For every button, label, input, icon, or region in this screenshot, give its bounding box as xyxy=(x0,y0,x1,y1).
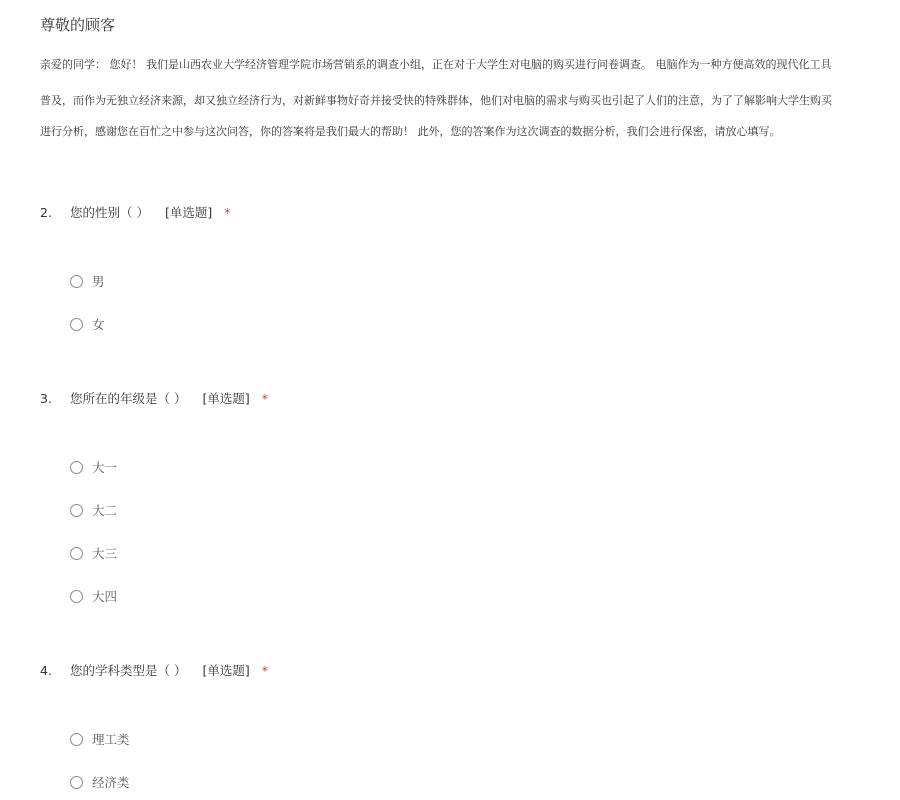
option-label: 大三 xyxy=(92,546,118,561)
radio-unchecked-icon[interactable] xyxy=(70,275,83,288)
intro-line: 进行分析，感谢您在百忙之中参与这次问答，你的答案将是我们最大的帮助！ 此外，您的答案作为这次调查的数据分析，我们会进行保密，请放心填写。 xyxy=(40,125,781,138)
question-title xyxy=(40,389,268,407)
required-marker: * xyxy=(261,663,268,678)
radio-unchecked-icon[interactable] xyxy=(70,590,83,603)
option-label: 女 xyxy=(92,317,105,332)
question-text: 您所在的年级是（ ） xyxy=(70,391,187,406)
option-label: 大二 xyxy=(92,503,118,518)
option-junior[interactable] xyxy=(70,543,117,563)
intro-line: 亲爱的同学： 您好！ 我们是山西农业大学经济管理学院市场营销系的调查小组，正在对于大学生对电脑的购买进行问卷调查。 电脑作为一种方便高效的现代化工具 xyxy=(40,58,832,71)
option-senior[interactable] xyxy=(70,586,117,606)
option-label: 男 xyxy=(92,274,105,289)
question-type: [单选题] xyxy=(164,205,213,220)
option-economics[interactable] xyxy=(70,772,130,792)
option-sophomore[interactable] xyxy=(70,500,117,520)
radio-unchecked-icon[interactable] xyxy=(70,504,83,517)
radio-unchecked-icon[interactable] xyxy=(70,461,83,474)
question-title xyxy=(40,661,268,679)
page-title: 尊敬的顾客 xyxy=(40,16,116,34)
question-text: 您的学科类型是（ ） xyxy=(70,663,187,678)
question-number: 4. xyxy=(40,663,52,678)
intro-line: 普及，而作为无独立经济来源，却又独立经济行为，对新鲜事物好奇并接受快的特殊群体，他们对电脑的需求与购买也引起了人们的注意，为了了解影响大学生购买 xyxy=(40,94,832,107)
question-text: 您的性别（ ） xyxy=(70,205,149,220)
option-label: 理工类 xyxy=(92,732,130,747)
required-marker: * xyxy=(261,391,268,406)
question-number: 2. xyxy=(40,205,52,220)
radio-unchecked-icon[interactable] xyxy=(70,776,83,789)
option-label: 大四 xyxy=(92,589,118,604)
option-label: 经济类 xyxy=(92,775,130,790)
option-male[interactable] xyxy=(70,271,105,291)
required-marker: * xyxy=(224,205,231,220)
radio-unchecked-icon[interactable] xyxy=(70,547,83,560)
option-freshman[interactable] xyxy=(70,457,117,477)
option-label: 大一 xyxy=(92,460,118,475)
question-type: [单选题] xyxy=(202,391,250,406)
option-science-engineering[interactable] xyxy=(70,729,130,749)
question-number: 3. xyxy=(40,391,52,406)
radio-unchecked-icon[interactable] xyxy=(70,733,83,746)
option-female[interactable] xyxy=(70,314,105,334)
question-type: [单选题] xyxy=(202,663,250,678)
radio-unchecked-icon[interactable] xyxy=(70,318,83,331)
question-title xyxy=(40,203,231,221)
